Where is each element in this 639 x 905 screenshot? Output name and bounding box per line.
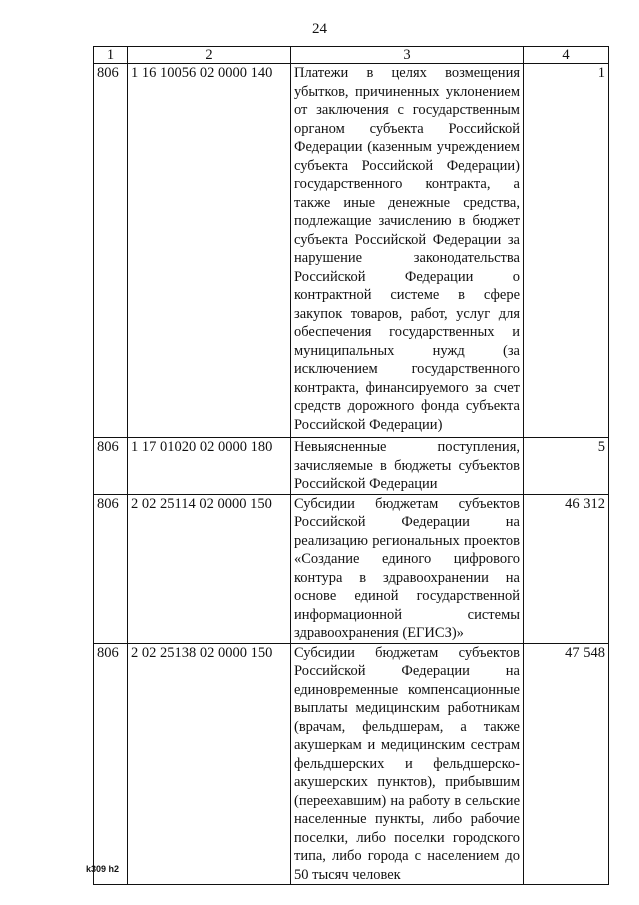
revenue-code: 2 02 25138 02 0000 150 xyxy=(128,643,291,885)
revenue-code: 1 16 10056 02 0000 140 xyxy=(128,64,291,438)
revenue-description: Субсидии бюджетам субъектов Российской Федерации на реализацию региональных проектов «Создание единого цифрового контура в здравоохранении на основе единой государственной информационной системы здравоохранения (ЕГИСЗ)» xyxy=(291,494,524,643)
amount: 47 548 xyxy=(524,643,609,885)
table-header-row xyxy=(94,47,609,64)
table-row xyxy=(94,64,609,438)
revenue-description: Невыясненные поступления, зачисляемые в бюджеты субъектов Российской Федерации xyxy=(291,438,524,495)
admin-code: 806 xyxy=(94,438,128,495)
table-row xyxy=(94,494,609,643)
header-cell-3: 3 xyxy=(291,47,524,64)
page-number: 24 xyxy=(312,21,327,37)
header-cell-4: 4 xyxy=(524,47,609,64)
admin-code: 806 xyxy=(94,643,128,885)
revenue-description: Платежи в целях возмещения убытков, причиненных уклонением от заключения с государственным органом субъекта Российской Федерации (казенным учреждением субъекта Российской Федерации) государственного контракта, а также иные денежные средства, подлежащие зачислению в бюджет субъекта Российской Федерации за нарушение законодательства Российской Федерации о контрактной системе в сфере закупок товаров, работ, услуг для обеспечения государственных и муниципальных нужд (за исключением государственного контракта, финансируемого за счет средств дорожного фонда субъекта Российской Федерации) xyxy=(291,64,524,438)
amount: 46 312 xyxy=(524,494,609,643)
header-cell-1: 1 xyxy=(94,47,128,64)
amount: 5 xyxy=(524,438,609,495)
budget-table xyxy=(93,46,609,885)
table-row xyxy=(94,643,609,885)
amount: 1 xyxy=(524,64,609,438)
footer-code: k309 h2 xyxy=(86,864,120,874)
table-row xyxy=(94,438,609,495)
revenue-description: Субсидии бюджетам субъектов Российской Федерации на единовременные компенсационные выплаты медицинским работникам (врачам, фельдшерам, а также акушеркам и медицинским сестрам фельдшерских и фельдшерско-акушерских пунктов), прибывшим (переехавшим) на работу в сельские населенные пункты, либо рабочие поселки, либо поселки городского типа, либо города с населением до 50 тысяч человек xyxy=(291,643,524,885)
admin-code: 806 xyxy=(94,494,128,643)
admin-code: 806 xyxy=(94,64,128,438)
revenue-code: 2 02 25114 02 0000 150 xyxy=(128,494,291,643)
header-cell-2: 2 xyxy=(128,47,291,64)
revenue-code: 1 17 01020 02 0000 180 xyxy=(128,438,291,495)
